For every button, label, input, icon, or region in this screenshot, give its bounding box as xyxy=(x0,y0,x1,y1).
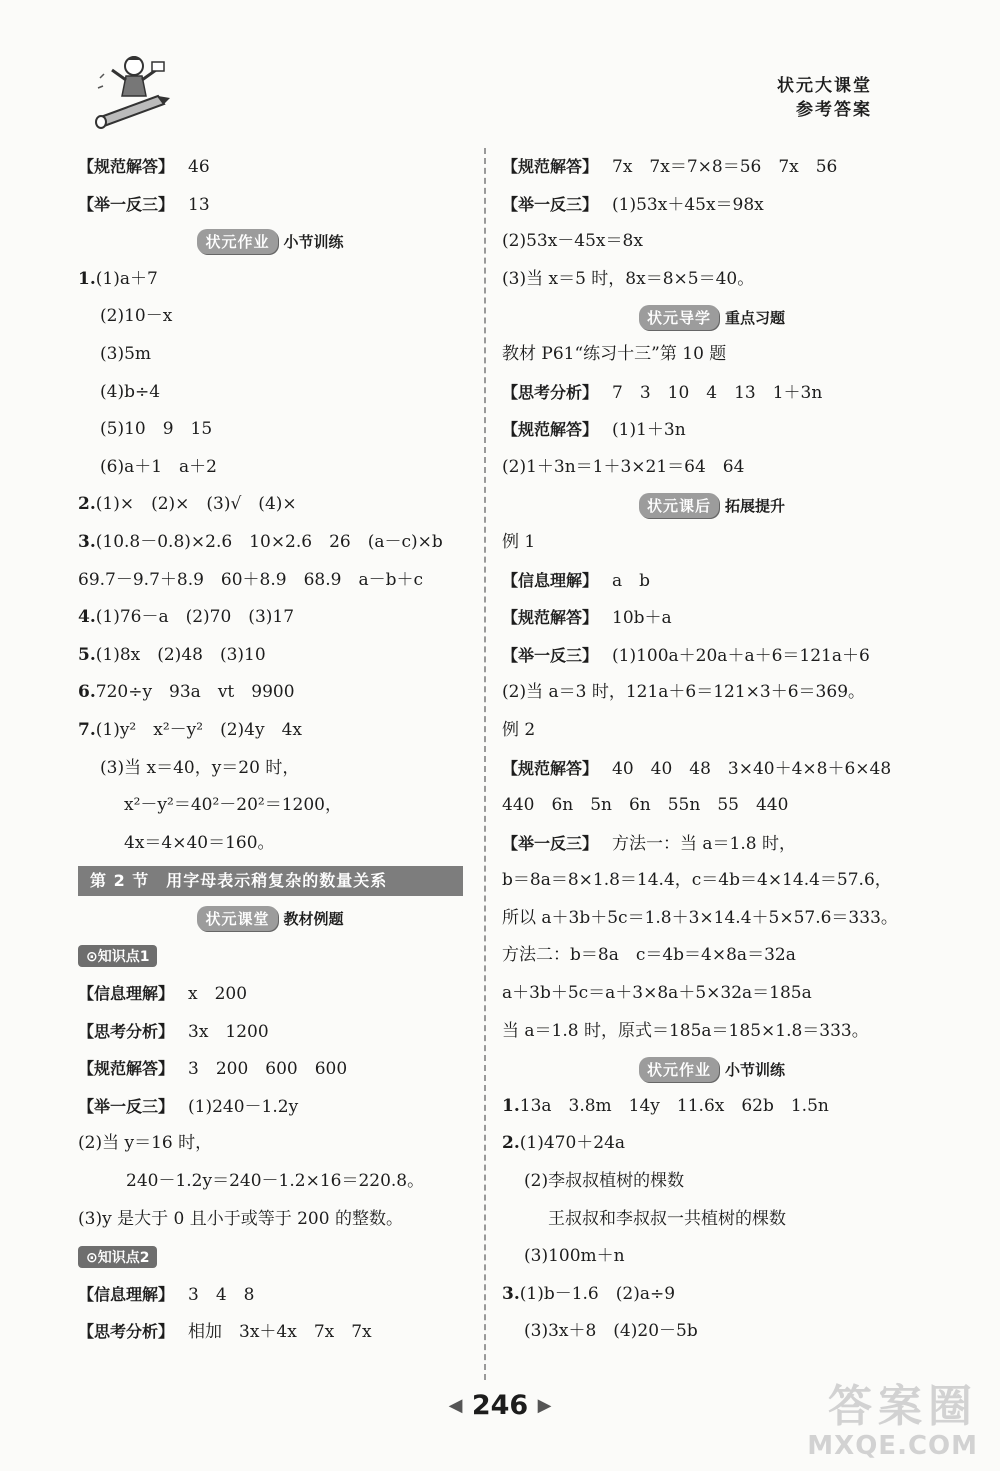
example-label: 例 1 xyxy=(502,531,536,552)
answer-text: a b xyxy=(612,570,651,591)
question-number: 2. xyxy=(78,494,96,515)
section-banner xyxy=(502,1050,922,1088)
answer-line xyxy=(78,1088,463,1126)
triangle-right-icon: ▶ xyxy=(537,1395,552,1416)
answer-line: 王叔叔和李叔叔一共植树的棵数 xyxy=(548,1208,786,1229)
answer-tag: 【规范解答】 xyxy=(502,608,599,628)
answer-text: (1)1＋3n xyxy=(612,420,686,441)
answer-line xyxy=(78,486,463,524)
banner-subtitle: 小节训练 xyxy=(725,1060,786,1079)
answer-line: 教材 P61“练习十三”第 10 题 xyxy=(502,343,727,364)
brand-line-1: 状元大课堂 xyxy=(777,76,872,96)
answer-tag: 【举一反三】 xyxy=(78,194,175,214)
answer-line xyxy=(502,411,922,449)
answer-line: (3)3x＋8 (4)20－5b xyxy=(524,1321,698,1342)
right-column xyxy=(502,148,922,1351)
answer-text: (1)y² x²－y² (2)4y 4x xyxy=(95,719,302,740)
boy-on-pencil-logo-icon xyxy=(92,48,172,130)
answer-text: 13 xyxy=(188,194,210,215)
answer-text: (1)8x (2)48 (3)10 xyxy=(95,644,266,665)
banner-label: 状元作业 xyxy=(197,229,277,254)
knowledge-point-badge: ⊙知识点1 xyxy=(78,945,157,967)
answer-text: 3 200 600 600 xyxy=(188,1059,348,1080)
answer-line xyxy=(502,825,922,863)
left-column xyxy=(78,148,463,1351)
answer-line xyxy=(78,186,463,224)
answer-tag: 【信息理解】 xyxy=(78,1284,175,1304)
section-banner xyxy=(78,223,463,261)
answer-line xyxy=(502,1276,922,1314)
triangle-left-icon: ◀ xyxy=(448,1395,463,1416)
answer-line: (2)53x－45x＝8x xyxy=(502,231,643,252)
banner-label: 状元导学 xyxy=(639,305,719,330)
answer-line: (2)当 y＝16 时， xyxy=(78,1133,213,1154)
watermark xyxy=(807,1383,978,1461)
answer-tag: 【信息理解】 xyxy=(502,570,599,590)
answer-line xyxy=(78,261,463,299)
answer-line xyxy=(502,148,922,186)
banner-subtitle: 重点习题 xyxy=(725,308,786,327)
answer-text: 7x 7x＝7×8＝56 7x 56 xyxy=(612,157,838,177)
question-number: 3. xyxy=(78,531,96,552)
question-number: 5. xyxy=(78,644,96,665)
answer-text: 10b＋a xyxy=(612,608,672,629)
answer-line: 当 a＝1.8 时，原式＝185a＝185×1.8＝333。 xyxy=(502,1020,869,1041)
answer-line xyxy=(502,562,922,600)
answer-text: (1)100a＋20a＋a＋6＝121a＋6 xyxy=(612,645,870,666)
section-banner xyxy=(502,298,922,336)
page-number: 246 xyxy=(471,1390,529,1421)
banner-label: 状元课后 xyxy=(639,493,719,518)
answer-line: (3)5m xyxy=(100,343,152,364)
brand-title xyxy=(777,74,872,122)
answer-tag: 【信息理解】 xyxy=(78,984,175,1004)
banner-subtitle: 拓展提升 xyxy=(725,496,786,515)
question-number: 3. xyxy=(502,1283,520,1304)
answer-text: 3 4 8 xyxy=(188,1284,255,1305)
answer-line xyxy=(78,1276,463,1314)
answer-line: 69.7－9.7＋8.9 60＋8.9 68.9 a－b＋c xyxy=(78,569,423,590)
answer-line: a＋3b＋5c＝a＋3×8a＋5×32a＝185a xyxy=(502,983,812,1004)
answer-line: (2)1＋3n＝1＋3×21＝64 64 xyxy=(502,456,745,477)
question-number: 4. xyxy=(78,607,96,628)
answer-text: 相加 3x＋4x 7x 7x xyxy=(188,1322,372,1343)
answer-tag: 【举一反三】 xyxy=(78,1096,175,1116)
answer-tag: 【思考分析】 xyxy=(78,1322,175,1342)
answer-line xyxy=(502,186,922,224)
answer-text: (1)b－1.6 (2)a÷9 xyxy=(519,1283,676,1304)
answer-line: 4x＝4×40＝160。 xyxy=(124,832,275,853)
page-header xyxy=(0,0,1000,135)
answer-tag: 【举一反三】 xyxy=(502,194,599,214)
answer-line xyxy=(78,637,463,675)
knowledge-point-badge: ⊙知识点2 xyxy=(78,1246,157,1268)
question-number: 1. xyxy=(502,1095,520,1116)
answer-line: (2)10－x xyxy=(100,306,173,327)
answer-line: (3)100m＋n xyxy=(524,1246,625,1267)
answer-line: (3)y 是大于 0 且小于或等于 200 的整数。 xyxy=(78,1208,403,1229)
answer-text: (1)240－1.2y xyxy=(188,1096,299,1117)
answer-text: 3x 1200 xyxy=(188,1021,269,1042)
answer-line: 240－1.2y＝240－1.2×16＝220.8。 xyxy=(126,1171,425,1192)
answer-line xyxy=(78,148,463,186)
answer-tag: 【规范解答】 xyxy=(502,157,599,176)
answer-tag: 【规范解答】 xyxy=(502,420,599,440)
answer-tag: 【思考分析】 xyxy=(78,1021,175,1041)
question-number: 7. xyxy=(78,719,96,740)
question-number: 1. xyxy=(78,268,96,289)
answer-text: 720÷y 93a vt 9900 xyxy=(95,682,295,703)
answer-text: (1)470＋24a xyxy=(519,1133,626,1154)
question-number: 6. xyxy=(78,682,96,703)
answer-line xyxy=(502,374,922,412)
watermark-line-1: 答案圈 xyxy=(828,1381,978,1432)
banner-label: 状元作业 xyxy=(639,1057,719,1082)
answer-line: (5)10 9 15 xyxy=(100,419,213,440)
answer-line xyxy=(78,524,463,562)
answer-line xyxy=(78,1313,463,1351)
banner-subtitle: 小节训练 xyxy=(283,233,344,252)
answer-line xyxy=(78,712,463,750)
answer-tag: 【规范解答】 xyxy=(78,157,175,176)
answer-text: 40 40 48 3×40＋4×8＋6×48 xyxy=(612,758,892,779)
answer-tag: 【规范解答】 xyxy=(502,758,599,778)
answer-tag: 【举一反三】 xyxy=(502,833,599,853)
knowledge-point-row xyxy=(78,1238,463,1276)
answer-line: b＝8a＝8×1.8＝14.4，c＝4b＝4×14.4＝57.6， xyxy=(502,870,892,891)
answer-text: 13a 3.8m 14y 11.6x 62b 1.5n xyxy=(519,1095,829,1116)
answer-line: 440 6n 5n 6n 55n 55 440 xyxy=(502,795,789,816)
answer-text: 7 3 10 4 13 1＋3n xyxy=(612,382,823,403)
answer-line xyxy=(78,599,463,637)
answer-line xyxy=(78,975,463,1013)
answer-line: x²－y²＝40²－20²＝1200， xyxy=(124,795,342,816)
answer-line xyxy=(502,1125,922,1163)
answer-tag: 【思考分析】 xyxy=(502,382,599,402)
answer-line xyxy=(78,674,463,712)
knowledge-point-row xyxy=(78,937,463,975)
answer-line: (3)当 x＝5 时，8x＝8×5＝40。 xyxy=(502,268,755,289)
answer-text: 方法一：当 a＝1.8 时， xyxy=(612,833,796,854)
section-banner xyxy=(502,486,922,524)
column-divider xyxy=(484,148,486,1380)
brand-line-2: 参考答案 xyxy=(796,100,872,120)
answer-line: (2)当 a＝3 时，121a＋6＝121×3＋6＝369。 xyxy=(502,682,866,703)
example-label: 例 2 xyxy=(502,719,536,740)
answer-line xyxy=(502,750,922,788)
answer-line xyxy=(502,599,922,637)
answer-line: (6)a＋1 a＋2 xyxy=(100,456,217,477)
banner-label: 状元课堂 xyxy=(197,906,277,931)
answer-line xyxy=(502,637,922,675)
answer-text: (1)× (2)× (3)√ (4)× xyxy=(95,494,297,515)
answer-line: 方法二：b＝8a c＝4b＝4×8a＝32a xyxy=(502,945,796,966)
answer-line: 所以 a＋3b＋5c＝1.8＋3×14.4＋5×57.6＝333。 xyxy=(502,907,898,928)
answer-text: x 200 xyxy=(188,984,248,1005)
question-number: 2. xyxy=(502,1133,520,1154)
answer-line: (3)当 x＝40，y＝20 时， xyxy=(100,757,300,778)
chapter-heading: 第 2 节 用字母表示稍复杂的数量关系 xyxy=(78,866,463,896)
section-banner xyxy=(78,900,463,938)
banner-subtitle: 教材例题 xyxy=(283,910,344,929)
answer-text: (1)a＋7 xyxy=(95,268,158,289)
watermark-line-2: MXQE.COM xyxy=(807,1431,978,1461)
answer-line: (4)b÷4 xyxy=(100,381,161,402)
answer-line: (2)李叔叔植树的棵数 xyxy=(524,1171,685,1192)
answer-text: (1)76－a (2)70 (3)17 xyxy=(95,607,295,628)
answer-line xyxy=(502,1088,922,1126)
answer-line xyxy=(78,1050,463,1088)
answer-text: (1)53x＋45x＝98x xyxy=(612,194,764,215)
answer-tag: 【规范解答】 xyxy=(78,1059,175,1079)
answer-text: 46 xyxy=(188,157,210,177)
answer-tag: 【举一反三】 xyxy=(502,645,599,665)
answer-text: (10.8－0.8)×2.6 10×2.6 26 (a－c)×b xyxy=(95,531,443,552)
answer-line xyxy=(78,1013,463,1051)
